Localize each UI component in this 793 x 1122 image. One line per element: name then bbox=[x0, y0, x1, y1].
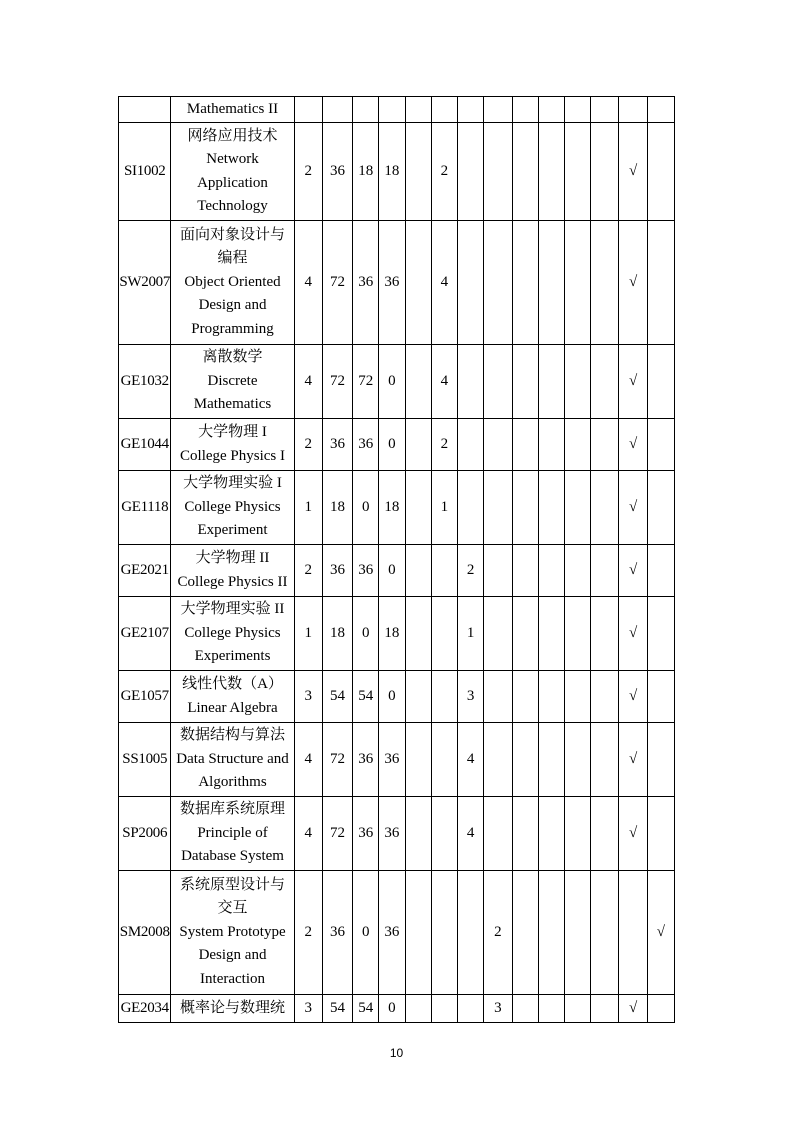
required-mark-cell: √ bbox=[619, 597, 647, 671]
course-name bbox=[171, 597, 294, 671]
semester-6-cell bbox=[538, 871, 564, 995]
semester-1-cell bbox=[405, 419, 431, 471]
semester-2-cell: 4 bbox=[431, 345, 457, 419]
elective-mark-cell bbox=[647, 995, 674, 1023]
credits-cell: 2 bbox=[294, 123, 322, 221]
course-name-line: Design and bbox=[198, 297, 267, 314]
semester-4-cell bbox=[484, 723, 512, 797]
semester-4-cell bbox=[484, 797, 512, 871]
course-name-line: 离散数学 bbox=[202, 349, 263, 366]
semester-7-cell bbox=[564, 995, 590, 1023]
course-code: SW2007 bbox=[119, 221, 171, 345]
credits-cell: 4 bbox=[294, 345, 322, 419]
required-mark-cell: √ bbox=[619, 797, 647, 871]
table-row bbox=[119, 723, 675, 797]
course-name-line: Interaction bbox=[200, 970, 265, 987]
table-row bbox=[119, 995, 675, 1023]
lecture-hours-cell: 54 bbox=[353, 671, 379, 723]
course-code: GE1057 bbox=[119, 671, 171, 723]
elective-mark-cell bbox=[647, 797, 674, 871]
course-name-line: 大学物理 I bbox=[198, 424, 267, 440]
elective-mark-cell bbox=[647, 419, 674, 471]
elective-mark-cell bbox=[647, 345, 674, 419]
table-row bbox=[119, 797, 675, 871]
semester-4-cell bbox=[484, 97, 512, 123]
lecture-hours-cell bbox=[353, 97, 379, 123]
credits-cell: 2 bbox=[294, 419, 322, 471]
semester-4-cell bbox=[484, 123, 512, 221]
course-name-line: Experiments bbox=[194, 648, 271, 665]
semester-1-cell bbox=[405, 97, 431, 123]
elective-mark-cell bbox=[647, 97, 674, 123]
course-code: SM2008 bbox=[119, 871, 171, 995]
semester-4-cell bbox=[484, 545, 512, 597]
course-name-line: 大学物理 II bbox=[195, 550, 270, 566]
lecture-hours-cell: 36 bbox=[353, 221, 379, 345]
lab-hours-cell: 18 bbox=[379, 471, 405, 545]
semester-1-cell bbox=[405, 871, 431, 995]
course-name-line: Network bbox=[206, 151, 259, 167]
semester-3-cell: 4 bbox=[458, 723, 484, 797]
semester-7-cell bbox=[564, 871, 590, 995]
semester-3-cell: 3 bbox=[458, 671, 484, 723]
required-mark-cell: √ bbox=[619, 471, 647, 545]
lecture-hours-cell: 18 bbox=[353, 123, 379, 221]
table-row bbox=[119, 221, 675, 345]
course-code bbox=[119, 97, 171, 123]
semester-5-cell bbox=[512, 221, 538, 345]
required-mark-cell bbox=[619, 871, 647, 995]
credits-cell: 4 bbox=[294, 723, 322, 797]
lab-hours-cell bbox=[379, 97, 405, 123]
semester-4-cell bbox=[484, 221, 512, 345]
semester-2-cell bbox=[431, 671, 457, 723]
total-hours-cell: 36 bbox=[322, 871, 352, 995]
course-name-line: College Physics I bbox=[180, 447, 286, 464]
lab-hours-cell: 0 bbox=[379, 345, 405, 419]
required-mark-cell: √ bbox=[619, 723, 647, 797]
semester-3-cell: 2 bbox=[458, 545, 484, 597]
semester-5-cell bbox=[512, 419, 538, 471]
course-name-line: Algorithms bbox=[198, 774, 267, 791]
course-name bbox=[171, 871, 294, 995]
lab-hours-cell: 36 bbox=[379, 221, 405, 345]
table-row bbox=[119, 871, 675, 995]
elective-mark-cell bbox=[647, 545, 674, 597]
course-name-line: 大学物理实验 I bbox=[183, 475, 282, 492]
total-hours-cell: 36 bbox=[322, 123, 352, 221]
course-name-line: 大学物理实验 II bbox=[180, 601, 285, 618]
total-hours-cell: 36 bbox=[322, 545, 352, 597]
course-name-line: 面向对象设计与 bbox=[180, 226, 286, 243]
semester-7-cell bbox=[564, 221, 590, 345]
semester-6-cell bbox=[538, 797, 564, 871]
semester-4-cell bbox=[484, 671, 512, 723]
course-name-line: Design and bbox=[198, 947, 267, 964]
required-mark-cell: √ bbox=[619, 545, 647, 597]
semester-3-cell bbox=[458, 345, 484, 419]
semester-7-cell bbox=[564, 123, 590, 221]
semester-4-cell bbox=[484, 597, 512, 671]
semester-1-cell bbox=[405, 723, 431, 797]
required-mark-cell: √ bbox=[619, 419, 647, 471]
table-row bbox=[119, 97, 675, 123]
semester-7-cell bbox=[564, 345, 590, 419]
required-mark-cell: √ bbox=[619, 123, 647, 221]
course-name-line: 数据库系统原理 bbox=[180, 801, 286, 818]
semester-3-cell bbox=[458, 123, 484, 221]
total-hours-cell: 54 bbox=[322, 671, 352, 723]
course-code: SP2006 bbox=[119, 797, 171, 871]
semester-6-cell bbox=[538, 545, 564, 597]
semester-7-cell bbox=[564, 545, 590, 597]
course-code: GE1118 bbox=[119, 471, 171, 545]
semester-3-cell bbox=[458, 871, 484, 995]
elective-mark-cell bbox=[647, 471, 674, 545]
semester-7-cell bbox=[564, 723, 590, 797]
semester-6-cell bbox=[538, 221, 564, 345]
semester-1-cell bbox=[405, 545, 431, 597]
course-name-line: College Physics bbox=[184, 624, 281, 641]
semester-8-cell bbox=[591, 471, 619, 545]
semester-8-cell bbox=[591, 97, 619, 123]
elective-mark-cell bbox=[647, 123, 674, 221]
semester-5-cell bbox=[512, 345, 538, 419]
total-hours-cell: 72 bbox=[322, 345, 352, 419]
course-code: GE2107 bbox=[119, 597, 171, 671]
course-code: GE2034 bbox=[119, 995, 171, 1023]
course-name bbox=[171, 471, 294, 545]
semester-3-cell bbox=[458, 995, 484, 1023]
required-mark-cell: √ bbox=[619, 221, 647, 345]
semester-6-cell bbox=[538, 671, 564, 723]
course-name bbox=[171, 345, 294, 419]
semester-8-cell bbox=[591, 797, 619, 871]
lecture-hours-cell: 72 bbox=[353, 345, 379, 419]
table-row bbox=[119, 471, 675, 545]
semester-5-cell bbox=[512, 723, 538, 797]
semester-7-cell bbox=[564, 597, 590, 671]
course-name-line: Experiment bbox=[197, 522, 268, 539]
elective-mark-cell bbox=[647, 671, 674, 723]
course-name-line: Data Structure and bbox=[176, 750, 289, 767]
semester-8-cell bbox=[591, 723, 619, 797]
credits-cell: 1 bbox=[294, 471, 322, 545]
course-name-line: Programming bbox=[191, 320, 274, 337]
semester-2-cell bbox=[431, 871, 457, 995]
course-code: GE1032 bbox=[119, 345, 171, 419]
semester-8-cell bbox=[591, 995, 619, 1023]
table-row bbox=[119, 123, 675, 221]
semester-6-cell bbox=[538, 419, 564, 471]
course-name-line: Application bbox=[197, 174, 268, 191]
course-name-line: College Physics bbox=[184, 498, 281, 515]
credits-cell: 4 bbox=[294, 221, 322, 345]
elective-mark-cell: √ bbox=[647, 871, 674, 995]
semester-1-cell bbox=[405, 471, 431, 545]
course-name-line: 系统原型设计与 bbox=[180, 876, 286, 893]
semester-3-cell bbox=[458, 221, 484, 345]
semester-4-cell bbox=[484, 471, 512, 545]
semester-2-cell bbox=[431, 597, 457, 671]
credits-cell: 1 bbox=[294, 597, 322, 671]
semester-1-cell bbox=[405, 123, 431, 221]
semester-6-cell bbox=[538, 123, 564, 221]
semester-8-cell bbox=[591, 345, 619, 419]
course-name bbox=[171, 723, 294, 797]
course-table bbox=[118, 96, 675, 1023]
semester-8-cell bbox=[591, 671, 619, 723]
semester-2-cell bbox=[431, 97, 457, 123]
semester-7-cell bbox=[564, 797, 590, 871]
credits-cell: 4 bbox=[294, 797, 322, 871]
semester-2-cell: 2 bbox=[431, 123, 457, 221]
lab-hours-cell: 36 bbox=[379, 723, 405, 797]
lab-hours-cell: 18 bbox=[379, 597, 405, 671]
course-name-line: 概率论与数理统 bbox=[180, 999, 286, 1016]
credits-cell bbox=[294, 97, 322, 123]
table-row bbox=[119, 671, 675, 723]
semester-4-cell bbox=[484, 345, 512, 419]
lecture-hours-cell: 36 bbox=[353, 545, 379, 597]
course-name-line: 交互 bbox=[217, 900, 248, 917]
credits-cell: 2 bbox=[294, 545, 322, 597]
table-row bbox=[119, 597, 675, 671]
semester-2-cell: 4 bbox=[431, 221, 457, 345]
course-name-line: Technology bbox=[197, 198, 268, 214]
semester-4-cell: 2 bbox=[484, 871, 512, 995]
semester-6-cell bbox=[538, 471, 564, 545]
semester-6-cell bbox=[538, 345, 564, 419]
semester-8-cell bbox=[591, 545, 619, 597]
semester-5-cell bbox=[512, 97, 538, 123]
lecture-hours-cell: 0 bbox=[353, 871, 379, 995]
course-code: SI1002 bbox=[119, 123, 171, 221]
lecture-hours-cell: 36 bbox=[353, 797, 379, 871]
semester-5-cell bbox=[512, 797, 538, 871]
lecture-hours-cell: 0 bbox=[353, 471, 379, 545]
course-name bbox=[171, 419, 294, 471]
page-number: 10 bbox=[389, 1046, 404, 1060]
course-name-line: 编程 bbox=[217, 250, 248, 267]
course-name bbox=[171, 221, 294, 345]
semester-7-cell bbox=[564, 419, 590, 471]
course-name-line: 数据结构与算法 bbox=[180, 727, 286, 744]
semester-3-cell bbox=[458, 97, 484, 123]
course-code: SS1005 bbox=[119, 723, 171, 797]
semester-8-cell bbox=[591, 221, 619, 345]
course-name-line: 网络应用技术 bbox=[187, 127, 278, 144]
total-hours-cell: 18 bbox=[322, 597, 352, 671]
required-mark-cell: √ bbox=[619, 671, 647, 723]
semester-5-cell bbox=[512, 871, 538, 995]
semester-4-cell bbox=[484, 419, 512, 471]
semester-2-cell bbox=[431, 797, 457, 871]
course-name-line: 线性代数（A） bbox=[182, 676, 283, 692]
semester-5-cell bbox=[512, 995, 538, 1023]
semester-3-cell bbox=[458, 471, 484, 545]
course-name-line: Object Oriented bbox=[184, 273, 281, 290]
course-name-line: Discrete bbox=[207, 372, 258, 389]
lab-hours-cell: 36 bbox=[379, 871, 405, 995]
total-hours-cell bbox=[322, 97, 352, 123]
semester-5-cell bbox=[512, 597, 538, 671]
course-name-line: College Physics II bbox=[177, 573, 288, 590]
semester-2-cell bbox=[431, 995, 457, 1023]
elective-mark-cell bbox=[647, 723, 674, 797]
total-hours-cell: 72 bbox=[322, 723, 352, 797]
table-row bbox=[119, 345, 675, 419]
semester-7-cell bbox=[564, 471, 590, 545]
semester-6-cell bbox=[538, 97, 564, 123]
table-row bbox=[119, 545, 675, 597]
course-code: GE1044 bbox=[119, 419, 171, 471]
credits-cell: 3 bbox=[294, 995, 322, 1023]
lab-hours-cell: 18 bbox=[379, 123, 405, 221]
semester-2-cell: 1 bbox=[431, 471, 457, 545]
course-code: GE2021 bbox=[119, 545, 171, 597]
lecture-hours-cell: 36 bbox=[353, 419, 379, 471]
semester-4-cell: 3 bbox=[484, 995, 512, 1023]
elective-mark-cell bbox=[647, 221, 674, 345]
semester-3-cell bbox=[458, 419, 484, 471]
required-mark-cell: √ bbox=[619, 345, 647, 419]
required-mark-cell bbox=[619, 97, 647, 123]
total-hours-cell: 18 bbox=[322, 471, 352, 545]
semester-1-cell bbox=[405, 671, 431, 723]
semester-1-cell bbox=[405, 797, 431, 871]
lecture-hours-cell: 54 bbox=[353, 995, 379, 1023]
semester-1-cell bbox=[405, 597, 431, 671]
course-name bbox=[171, 797, 294, 871]
course-name bbox=[171, 671, 294, 723]
semester-7-cell bbox=[564, 97, 590, 123]
semester-1-cell bbox=[405, 995, 431, 1023]
course-name-line: Principle of bbox=[197, 824, 268, 841]
course-name bbox=[171, 123, 294, 221]
elective-mark-cell bbox=[647, 597, 674, 671]
lecture-hours-cell: 36 bbox=[353, 723, 379, 797]
lecture-hours-cell: 0 bbox=[353, 597, 379, 671]
course-name-line: Linear Algebra bbox=[187, 699, 278, 716]
total-hours-cell: 36 bbox=[322, 419, 352, 471]
course-name bbox=[171, 995, 294, 1023]
total-hours-cell: 72 bbox=[322, 797, 352, 871]
semester-7-cell bbox=[564, 671, 590, 723]
lab-hours-cell: 36 bbox=[379, 797, 405, 871]
course-name-line: Mathematics II bbox=[186, 100, 279, 117]
course-name-line: System Prototype bbox=[179, 923, 286, 940]
required-mark-cell: √ bbox=[619, 995, 647, 1023]
semester-8-cell bbox=[591, 419, 619, 471]
semester-2-cell bbox=[431, 545, 457, 597]
credits-cell: 3 bbox=[294, 671, 322, 723]
lab-hours-cell: 0 bbox=[379, 545, 405, 597]
total-hours-cell: 54 bbox=[322, 995, 352, 1023]
semester-1-cell bbox=[405, 345, 431, 419]
table-body bbox=[119, 97, 675, 1023]
course-name bbox=[171, 97, 294, 123]
semester-5-cell bbox=[512, 671, 538, 723]
lab-hours-cell: 0 bbox=[379, 995, 405, 1023]
semester-6-cell bbox=[538, 597, 564, 671]
credits-cell: 2 bbox=[294, 871, 322, 995]
semester-5-cell bbox=[512, 471, 538, 545]
semester-3-cell: 1 bbox=[458, 597, 484, 671]
semester-3-cell: 4 bbox=[458, 797, 484, 871]
semester-8-cell bbox=[591, 597, 619, 671]
table-row bbox=[119, 419, 675, 471]
semester-8-cell bbox=[591, 871, 619, 995]
total-hours-cell: 72 bbox=[322, 221, 352, 345]
semester-5-cell bbox=[512, 123, 538, 221]
semester-2-cell: 2 bbox=[431, 419, 457, 471]
semester-2-cell bbox=[431, 723, 457, 797]
course-name bbox=[171, 545, 294, 597]
semester-6-cell bbox=[538, 995, 564, 1023]
lab-hours-cell: 0 bbox=[379, 419, 405, 471]
semester-5-cell bbox=[512, 545, 538, 597]
semester-8-cell bbox=[591, 123, 619, 221]
course-name-line: Mathematics bbox=[193, 396, 272, 413]
semester-6-cell bbox=[538, 723, 564, 797]
course-name-line: Database System bbox=[181, 848, 284, 865]
lab-hours-cell: 0 bbox=[379, 671, 405, 723]
semester-1-cell bbox=[405, 221, 431, 345]
